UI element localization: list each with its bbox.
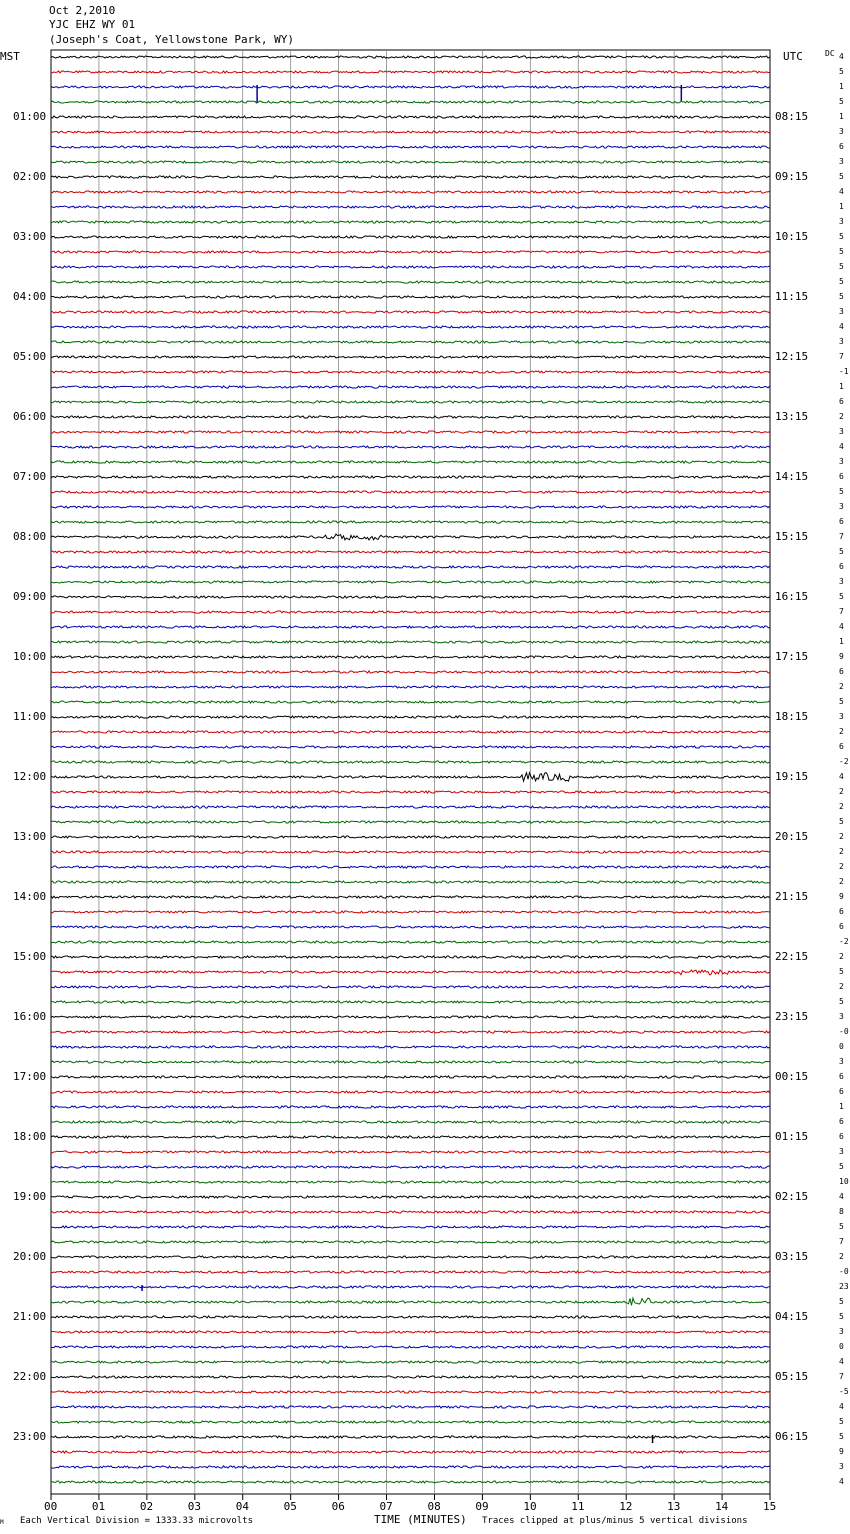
mst-hour-label: 21:00 [13, 1310, 47, 1323]
trace-row-40 [51, 656, 770, 658]
mst-hour-label: 10:00 [13, 650, 47, 663]
trace-row-92 [51, 1436, 770, 1438]
trace-row-82 [51, 1286, 770, 1288]
utc-hour-label: 17:15 [775, 650, 809, 663]
trace-row-45 [51, 731, 770, 733]
dc-offset-label: 6 [839, 1072, 844, 1081]
dc-offset-label: 5 [839, 1222, 844, 1231]
trace-row-31 [51, 521, 770, 523]
trace-row-6 [51, 146, 770, 148]
dc-offset-label: 1 [839, 82, 844, 91]
trace-row-25 [51, 431, 770, 433]
dc-offset-label: 5 [839, 172, 844, 181]
dc-offset-label: 4 [839, 772, 844, 781]
trace-row-12 [51, 236, 770, 238]
clip-note: Traces clipped at plus/minus 5 vertical divisions [482, 1516, 748, 1526]
mst-hour-label: 19:00 [13, 1190, 47, 1203]
dc-offset-label: 6 [839, 562, 844, 571]
mst-hour-label: 09:00 [13, 590, 47, 603]
utc-hour-label: 01:15 [775, 1130, 809, 1143]
dc-offset-label: 1 [839, 1102, 844, 1111]
x-tick-label: 15 [763, 1500, 777, 1513]
dc-offset-label: 3 [839, 1147, 844, 1156]
dc-offset-label: 3 [839, 307, 844, 316]
dc-offset-label: 4 [839, 622, 844, 631]
dc-offset-label: 3 [839, 577, 844, 586]
dc-offset-label: 1 [839, 637, 844, 646]
trace-row-56 [51, 896, 770, 898]
dc-offset-label: 5 [839, 67, 844, 76]
dc-offset-label: 6 [839, 397, 844, 406]
utc-hour-label: 04:15 [775, 1310, 809, 1323]
dc-offset-label: 9 [839, 892, 844, 901]
dc-offset-label: -2 [839, 757, 849, 766]
mst-hour-label: 22:00 [13, 1370, 47, 1383]
x-tick-label: 12 [619, 1500, 633, 1513]
trace-row-67 [51, 1061, 770, 1063]
trace-row-51 [51, 821, 770, 823]
trace-row-53 [51, 851, 770, 853]
trace-row-5 [51, 131, 770, 133]
dc-offset-label: 0 [839, 1042, 844, 1051]
dc-offset-label: 5 [839, 1297, 844, 1306]
trace-row-58 [51, 926, 770, 928]
trace-row-23 [51, 401, 770, 403]
trace-row-81 [51, 1271, 770, 1273]
x-tick-label: 02 [139, 1500, 154, 1513]
dc-offset-label: 3 [839, 427, 844, 436]
dc-offset-label: 5 [839, 997, 844, 1006]
dc-offset-label: 6 [839, 1117, 844, 1126]
trace-row-27 [51, 461, 770, 463]
trace-row-93 [51, 1451, 770, 1453]
dc-offset-label: 4 [839, 1477, 844, 1486]
utc-hour-label: 20:15 [775, 830, 809, 843]
x-tick-label: 08 [427, 1500, 441, 1513]
x-tick-label: 11 [571, 1500, 585, 1513]
dc-offset-label: -0 [839, 1267, 849, 1276]
trace-row-48 [51, 773, 770, 782]
x-axis-title: TIME (MINUTES) [374, 1513, 467, 1526]
trace-row-9 [51, 191, 770, 193]
dc-offset-label: 3 [839, 157, 844, 166]
trace-row-64 [51, 1016, 770, 1018]
trace-row-54 [51, 866, 770, 868]
trace-row-19 [51, 341, 770, 343]
trace-row-62 [51, 986, 770, 988]
dc-offset-label: 5 [839, 1312, 844, 1321]
dc-offset-label: 23 [839, 1282, 849, 1291]
x-tick-label: 06 [331, 1500, 345, 1513]
utc-hour-label: 09:15 [775, 170, 809, 183]
trace-row-52 [51, 836, 770, 838]
dc-offset-label: 8 [839, 1207, 844, 1216]
dc-offset-label: 5 [839, 547, 844, 556]
mst-hour-label: 14:00 [13, 890, 47, 903]
trace-row-11 [51, 221, 770, 223]
utc-hour-label: 11:15 [775, 290, 809, 303]
dc-offset-label: 4 [839, 187, 844, 196]
dc-offset-label: 2 [839, 862, 844, 871]
dc-offset-label: 2 [839, 847, 844, 856]
x-tick-label: 04 [235, 1500, 249, 1513]
trace-row-68 [51, 1076, 770, 1078]
x-tick-label: 00 [44, 1500, 58, 1513]
dc-offset-label: 2 [839, 727, 844, 736]
trace-row-37 [51, 611, 770, 613]
trace-row-35 [51, 581, 770, 583]
trace-row-57 [51, 911, 770, 913]
trace-row-46 [51, 746, 770, 748]
dc-offset-label: 10 [839, 1177, 849, 1186]
mst-hour-label: 11:00 [13, 710, 47, 723]
trace-row-7 [51, 161, 770, 163]
trace-row-49 [51, 791, 770, 793]
dc-offset-label: 6 [839, 922, 844, 931]
mst-hour-label: 15:00 [13, 950, 47, 963]
trace-row-88 [51, 1376, 770, 1378]
utc-hour-label: 03:15 [775, 1250, 809, 1263]
trace-row-84 [51, 1316, 770, 1318]
trace-row-87 [51, 1361, 770, 1363]
utc-hour-label: 06:15 [775, 1430, 809, 1443]
scale-note: Each Vertical Division = 1333.33 microvolts [20, 1516, 253, 1526]
station-location: (Joseph's Coat, Yellowstone Park, WY) [49, 33, 295, 46]
dc-offset-label: 4 [839, 1192, 844, 1201]
mst-hour-label: 16:00 [13, 1010, 47, 1023]
dc-offset-label: -1 [839, 367, 849, 376]
mst-hour-label: 20:00 [13, 1250, 47, 1263]
trace-row-16 [51, 296, 770, 298]
trace-row-59 [51, 941, 770, 943]
dc-offset-label: 2 [839, 1252, 844, 1261]
trace-row-8 [51, 176, 770, 178]
dc-offset-label: 5 [839, 97, 844, 106]
trace-row-71 [51, 1121, 770, 1123]
trace-row-21 [51, 371, 770, 373]
dc-offset-label: 5 [839, 1432, 844, 1441]
dc-offset-label: 6 [839, 142, 844, 151]
x-tick-label: 03 [187, 1500, 202, 1513]
dc-offset-label: -0 [839, 1027, 849, 1036]
trace-row-41 [51, 671, 770, 673]
trace-row-80 [51, 1256, 770, 1258]
utc-hour-label: 16:15 [775, 590, 809, 603]
utc-hour-label: 19:15 [775, 770, 809, 783]
trace-row-39 [51, 641, 770, 643]
dc-offset-label: 2 [839, 682, 844, 691]
utc-hour-label: 12:15 [775, 350, 809, 363]
utc-hour-label: 18:15 [775, 710, 809, 723]
dc-offset-label: 5 [839, 1162, 844, 1171]
mst-hour-label: 12:00 [13, 770, 47, 783]
dc-offset-label: 4 [839, 52, 844, 61]
trace-row-34 [51, 566, 770, 568]
dc-offset-label: 1 [839, 112, 844, 121]
utc-hour-label: 15:15 [775, 530, 809, 543]
mst-hour-label: 18:00 [13, 1130, 47, 1143]
trace-row-33 [51, 551, 770, 553]
trace-row-89 [51, 1391, 770, 1393]
dc-offset-label: 1 [839, 382, 844, 391]
utc-hour-label: 05:15 [775, 1370, 809, 1383]
dc-offset-label: 9 [839, 1447, 844, 1456]
dc-offset-label: 4 [839, 1402, 844, 1411]
x-tick-label: 13 [667, 1500, 681, 1513]
dc-offset-label: 7 [839, 532, 844, 541]
x-tick-label: 07 [379, 1500, 393, 1513]
mst-hour-label: 17:00 [13, 1070, 47, 1083]
dc-offset-label: -5 [839, 1387, 849, 1396]
trace-row-74 [51, 1166, 770, 1168]
dc-offset-label: 6 [839, 742, 844, 751]
trace-row-26 [51, 446, 770, 448]
dc-offset-label: 5 [839, 277, 844, 286]
trace-row-61 [51, 970, 770, 975]
dc-offset-label: 3 [839, 502, 844, 511]
dc-offset-label: 2 [839, 787, 844, 796]
mst-hour-label: 06:00 [13, 410, 47, 423]
trace-row-75 [51, 1181, 770, 1183]
dc-offset-label: 7 [839, 352, 844, 361]
dc-offset-label: 0 [839, 1342, 844, 1351]
trace-row-94 [51, 1466, 770, 1468]
dc-offset-label: 3 [839, 457, 844, 466]
trace-row-10 [51, 206, 770, 208]
trace-row-70 [51, 1106, 770, 1108]
trace-row-44 [51, 716, 770, 718]
dc-offset-label: 5 [839, 592, 844, 601]
trace-row-36 [51, 596, 770, 598]
trace-row-78 [51, 1226, 770, 1228]
trace-row-83 [51, 1298, 770, 1305]
dc-offset-label: 2 [839, 952, 844, 961]
trace-row-0 [51, 56, 770, 58]
dc-offset-label: 7 [839, 607, 844, 616]
dc-offset-label: 4 [839, 322, 844, 331]
dc-offset-label: 5 [839, 1417, 844, 1426]
corner-mark: M [0, 1519, 4, 1526]
mst-hour-label: 04:00 [13, 290, 47, 303]
mst-hour-label: 23:00 [13, 1430, 47, 1443]
dc-offset-label: 6 [839, 1087, 844, 1096]
trace-row-63 [51, 1001, 770, 1003]
trace-row-90 [51, 1406, 770, 1408]
trace-row-14 [51, 266, 770, 268]
dc-offset-label: 9 [839, 652, 844, 661]
trace-row-4 [51, 116, 770, 118]
dc-offset-label: 5 [839, 967, 844, 976]
trace-row-47 [51, 761, 770, 763]
trace-row-69 [51, 1091, 770, 1093]
dc-offset-label: 3 [839, 1327, 844, 1336]
dc-offset-label: 7 [839, 1237, 844, 1246]
mst-axis-label: MST [0, 50, 20, 63]
dc-offset-label: 2 [839, 832, 844, 841]
trace-row-30 [51, 506, 770, 508]
mst-hour-label: 03:00 [13, 230, 47, 243]
dc-offset-label: 3 [839, 337, 844, 346]
dc-offset-label: 3 [839, 1012, 844, 1021]
dc-offset-label: 6 [839, 907, 844, 916]
dc-offset-label: -2 [839, 937, 849, 946]
x-tick-label: 01 [91, 1500, 106, 1513]
trace-row-17 [51, 311, 770, 313]
dc-offset-label: 2 [839, 802, 844, 811]
utc-hour-label: 10:15 [775, 230, 809, 243]
trace-row-50 [51, 806, 770, 808]
utc-hour-label: 23:15 [775, 1010, 809, 1023]
trace-row-13 [51, 251, 770, 253]
dc-column-label: DC [825, 49, 835, 58]
utc-hour-label: 00:15 [775, 1070, 809, 1083]
trace-row-22 [51, 386, 770, 388]
dc-offset-label: 6 [839, 517, 844, 526]
trace-row-43 [51, 701, 770, 703]
trace-row-79 [51, 1241, 770, 1243]
dc-offset-label: 5 [839, 262, 844, 271]
dc-offset-label: 5 [839, 817, 844, 826]
trace-row-77 [51, 1211, 770, 1213]
mst-hour-label: 13:00 [13, 830, 47, 843]
dc-offset-label: 3 [839, 217, 844, 226]
dc-offset-label: 5 [839, 292, 844, 301]
dc-offset-label: 7 [839, 1372, 844, 1381]
trace-row-72 [51, 1136, 770, 1138]
dc-offset-label: 6 [839, 472, 844, 481]
utc-hour-label: 14:15 [775, 470, 809, 483]
dc-offset-label: 1 [839, 202, 844, 211]
trace-row-42 [51, 686, 770, 688]
trace-row-20 [51, 356, 770, 358]
trace-row-73 [51, 1151, 770, 1153]
trace-row-24 [51, 416, 770, 418]
trace-row-15 [51, 281, 770, 283]
trace-row-3 [51, 101, 770, 103]
trace-row-76 [51, 1196, 770, 1198]
dc-offset-label: 6 [839, 1132, 844, 1141]
dc-offset-label: 3 [839, 127, 844, 136]
trace-row-38 [51, 626, 770, 628]
dc-offset-label: 3 [839, 1057, 844, 1066]
mst-hour-label: 02:00 [13, 170, 47, 183]
x-tick-label: 05 [283, 1500, 297, 1513]
trace-row-60 [51, 956, 770, 958]
mst-hour-label: 05:00 [13, 350, 47, 363]
mst-hour-label: 07:00 [13, 470, 47, 483]
x-tick-label: 10 [523, 1500, 537, 1513]
utc-axis-label: UTC [783, 50, 803, 63]
dc-offset-label: 3 [839, 712, 844, 721]
dc-offset-label: 5 [839, 697, 844, 706]
utc-hour-label: 08:15 [775, 110, 809, 123]
dc-offset-label: 6 [839, 667, 844, 676]
trace-row-18 [51, 326, 770, 328]
trace-row-91 [51, 1421, 770, 1423]
x-tick-label: 09 [475, 1500, 489, 1513]
utc-hour-label: 02:15 [775, 1190, 809, 1203]
trace-row-55 [51, 881, 770, 883]
dc-offset-label: 5 [839, 232, 844, 241]
dc-offset-label: 4 [839, 442, 844, 451]
utc-hour-label: 21:15 [775, 890, 809, 903]
utc-hour-label: 13:15 [775, 410, 809, 423]
trace-row-32 [51, 534, 770, 540]
dc-offset-label: 2 [839, 412, 844, 421]
dc-offset-label: 4 [839, 1357, 844, 1366]
trace-row-66 [51, 1046, 770, 1048]
trace-row-29 [51, 491, 770, 493]
x-tick-label: 14 [715, 1500, 729, 1513]
record-date: Oct 2,2010 [49, 4, 116, 17]
utc-hour-label: 22:15 [775, 950, 809, 963]
trace-row-28 [51, 476, 770, 478]
dc-offset-label: 2 [839, 877, 844, 886]
dc-offset-label: 5 [839, 247, 844, 256]
dc-offset-label: 3 [839, 1462, 844, 1471]
trace-row-1 [51, 71, 770, 73]
dc-offset-label: 2 [839, 982, 844, 991]
mst-hour-label: 01:00 [13, 110, 47, 123]
dc-offset-label: 5 [839, 487, 844, 496]
trace-row-65 [51, 1031, 770, 1033]
trace-row-86 [51, 1346, 770, 1348]
station-code: YJC EHZ WY 01 [49, 18, 136, 31]
trace-row-85 [51, 1331, 770, 1333]
mst-hour-label: 08:00 [13, 530, 47, 543]
trace-row-2 [51, 86, 770, 88]
trace-row-95 [51, 1481, 770, 1483]
